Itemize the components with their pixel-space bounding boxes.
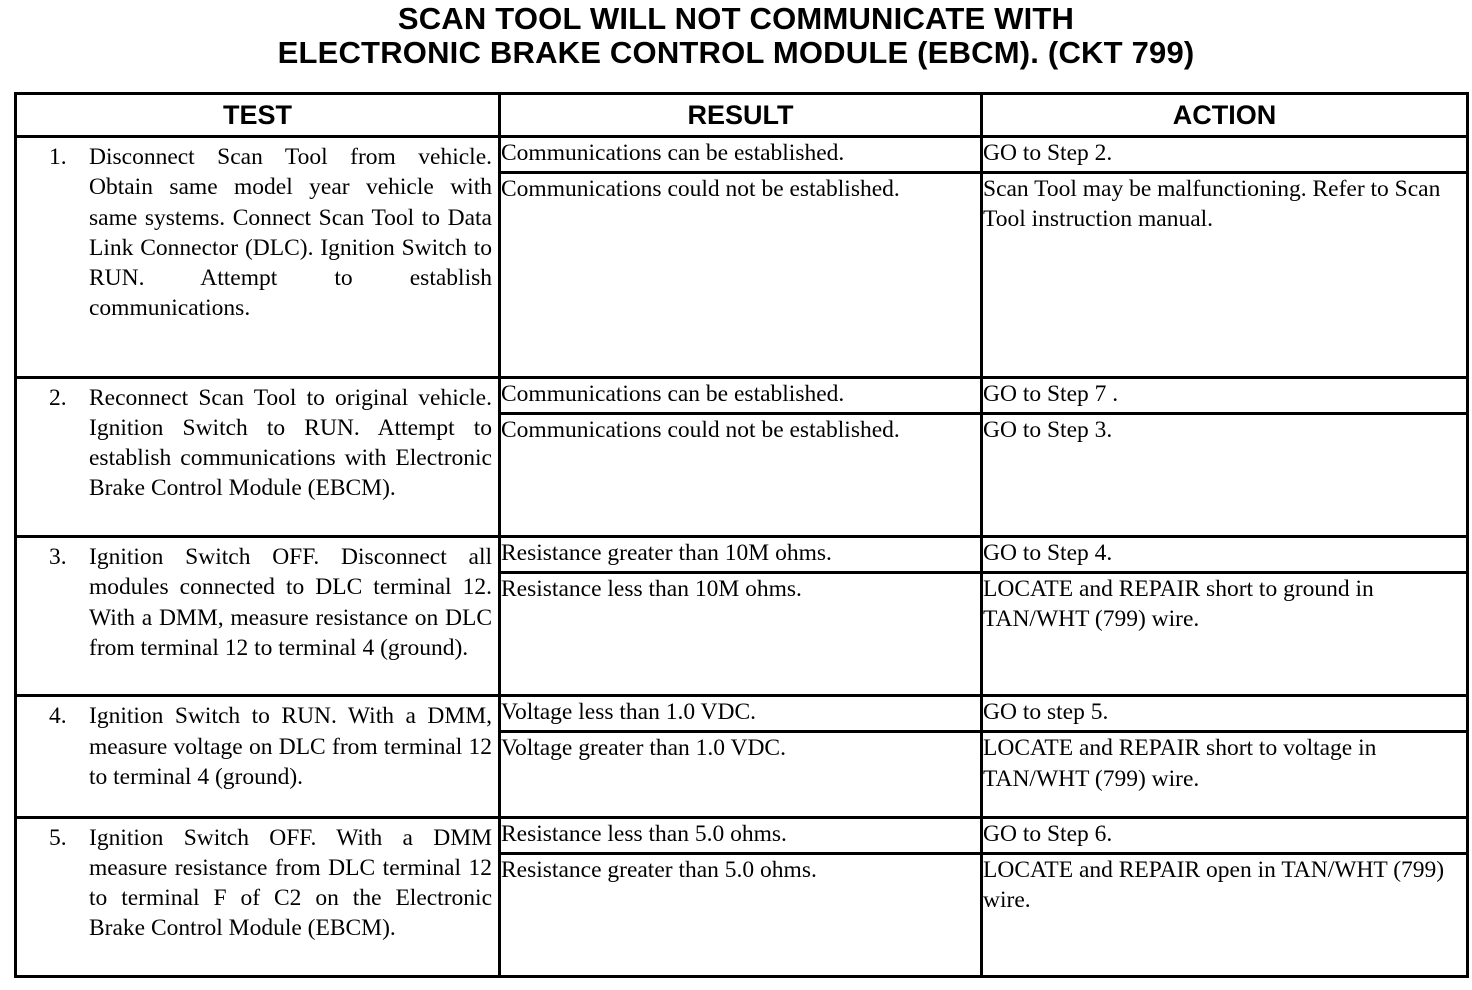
step-1-result-a: Communications can be established. xyxy=(500,137,982,173)
step-2-result-b: Communications could not be established. xyxy=(500,413,982,536)
step-3-number: 3. xyxy=(49,543,67,570)
step-5-result-a: Resistance less than 5.0 ohms. xyxy=(500,817,982,853)
step-1-test-cell xyxy=(16,137,500,378)
step-2-action-b: GO to Step 3. xyxy=(982,413,1468,536)
step-2-number: 2. xyxy=(49,384,67,411)
step-3-result-b: Resistance less than 10M ohms. xyxy=(500,572,982,695)
step-4-number: 4. xyxy=(49,703,67,730)
header-test: TEST xyxy=(16,94,500,137)
step-5-test-cell xyxy=(16,817,500,976)
step-2-row-a xyxy=(16,377,1468,413)
header-action: ACTION xyxy=(982,94,1468,137)
step-4-test-text: Ignition Switch to RUN. With a DMM, measure voltage on DLC from terminal 12 to terminal 4 (ground). xyxy=(89,703,492,790)
page-title xyxy=(0,2,1472,70)
step-1-action-b: Scan Tool may be malfunctioning. Refer to Scan Tool instruction manual. xyxy=(982,173,1468,378)
title-line-2: ELECTRONIC BRAKE CONTROL MODULE (EBCM). (CKT 799) xyxy=(277,35,1195,70)
step-4-result-a: Voltage less than 1.0 VDC. xyxy=(500,696,982,732)
step-5-action-a: GO to Step 6. xyxy=(982,817,1468,853)
step-3-test-cell xyxy=(16,536,500,695)
header-row xyxy=(16,94,1468,137)
step-3-test-text: Ignition Switch OFF. Disconnect all modules connected to DLC terminal 12. With a DMM, measure resistance on DLC from terminal 12 to terminal 4 (ground). xyxy=(89,543,492,661)
step-4-result-b: Voltage greater than 1.0 VDC. xyxy=(500,732,982,817)
step-3-row-a xyxy=(16,536,1468,572)
step-1-number: 1. xyxy=(49,144,67,170)
step-3-action-a: GO to Step 4. xyxy=(982,536,1468,572)
step-2-action-a: GO to Step 7 . xyxy=(982,377,1468,413)
diagnostic-table xyxy=(14,92,1469,978)
step-3-action-b: LOCATE and REPAIR short to ground in TAN/WHT (799) wire. xyxy=(982,572,1468,695)
step-5-test-text: Ignition Switch OFF. With a DMM measure resistance from DLC terminal 12 to terminal F of C2 on the Electronic Brake Control Module (EBCM). xyxy=(89,824,492,942)
step-4-action-a: GO to step 5. xyxy=(982,696,1468,732)
step-3-result-a: Resistance greater than 10M ohms. xyxy=(500,536,982,572)
step-5-result-b: Resistance greater than 5.0 ohms. xyxy=(500,853,982,976)
step-1-test-text: Disconnect Scan Tool from vehicle. Obtain same model year vehicle with same systems. Connect Scan Tool to Data Link Connector (DLC). Ignition Switch to RUN. Attempt to establish communications. xyxy=(89,144,492,322)
step-4-test-cell xyxy=(16,696,500,817)
step-2-result-a: Communications can be established. xyxy=(500,377,982,413)
header-result: RESULT xyxy=(500,94,982,137)
step-5-row-a xyxy=(16,817,1468,853)
step-5-action-b: LOCATE and REPAIR open in TAN/WHT (799) wire. xyxy=(982,853,1468,976)
step-4-action-b: LOCATE and REPAIR short to voltage in TAN/WHT (799) wire. xyxy=(982,732,1468,817)
step-1-result-b: Communications could not be established. xyxy=(500,173,982,378)
step-2-test-text: Reconnect Scan Tool to original vehicle. Ignition Switch to RUN. Attempt to establish communications with Electronic Brake Control Module (EBCM). xyxy=(89,384,492,502)
title-line-1: SCAN TOOL WILL NOT COMMUNICATE WITH xyxy=(397,1,1075,36)
step-1-action-a: GO to Step 2. xyxy=(982,137,1468,173)
step-4-row-a xyxy=(16,696,1468,732)
step-2-test-cell xyxy=(16,377,500,536)
step-5-number: 5. xyxy=(49,824,67,851)
step-1-row-a xyxy=(16,137,1468,173)
